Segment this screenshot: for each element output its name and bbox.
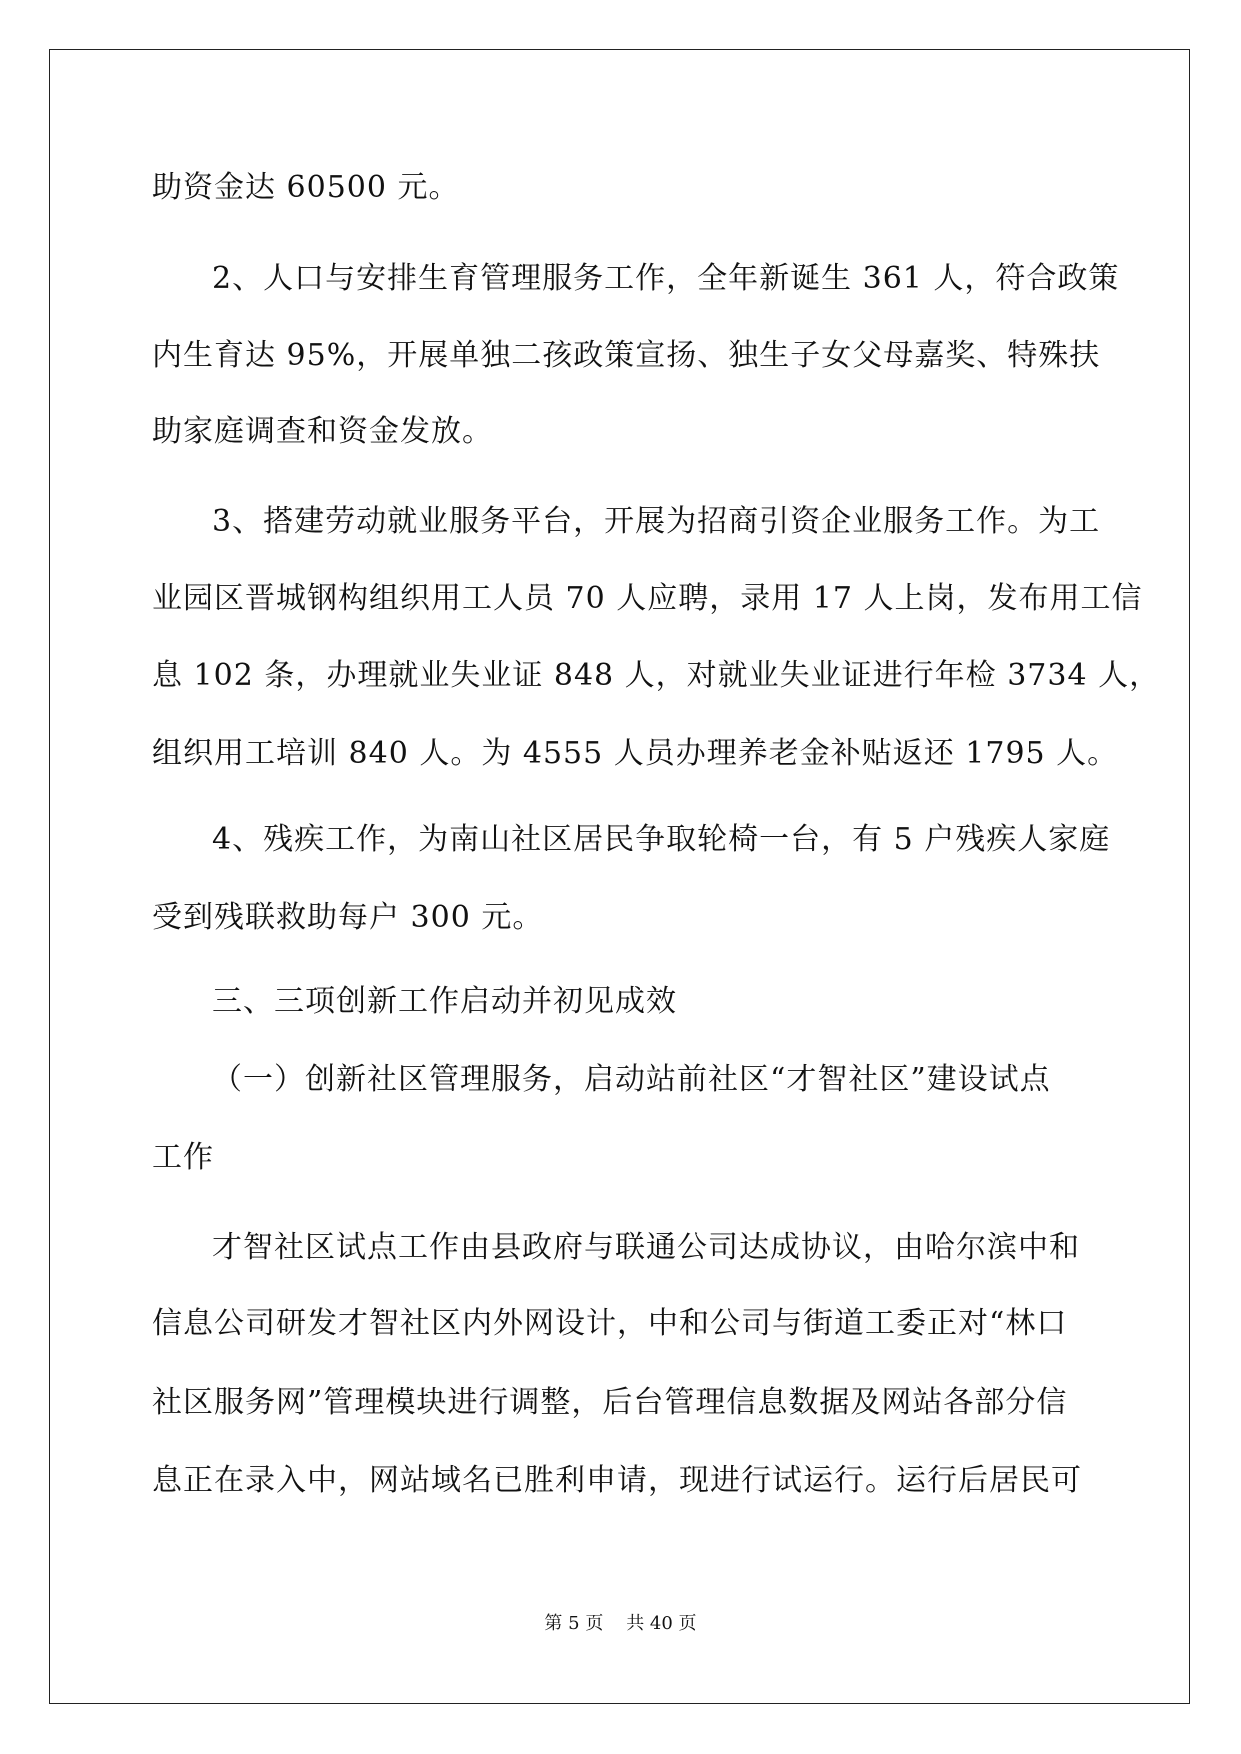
body-line-4: 助家庭调查和资金发放。 bbox=[152, 414, 493, 449]
body-line-8: 组织用工培训 840 人。为 4555 人员办理养老金补贴返还 1795 人。 bbox=[152, 736, 1119, 771]
subsection-heading-line-2: 工作 bbox=[152, 1140, 214, 1175]
body-line-14: 息正在录入中，网站域名已胜利申请，现进行试运行。运行后居民可 bbox=[152, 1463, 1082, 1498]
body-line-9: 4、残疾工作，为南山社区居民争取轮椅一台，有 5 户残疾人家庭 bbox=[212, 822, 1111, 857]
body-line-3: 内生育达 95%，开展单独二孩政策宣扬、独生子女父母嘉奖、特殊扶 bbox=[152, 338, 1101, 373]
section-heading: 三、三项创新工作启动并初见成效 bbox=[212, 984, 677, 1019]
subsection-heading-line-1: （一）创新社区管理服务，启动站前社区“才智社区”建设试点 bbox=[212, 1062, 1051, 1097]
body-line-11: 才智社区试点工作由县政府与联通公司达成协议，由哈尔滨中和 bbox=[212, 1230, 1080, 1265]
body-line-6: 业园区晋城钢构组织用工人员 70 人应聘，录用 17 人上岗，发布用工信 bbox=[152, 581, 1143, 616]
body-line-13: 社区服务网”管理模块进行调整，后台管理信息数据及网站各部分信 bbox=[152, 1385, 1068, 1420]
body-line-10: 受到残联救助每户 300 元。 bbox=[152, 900, 544, 935]
body-line-2: 2、人口与安排生育管理服务工作，全年新诞生 361 人，符合政策 bbox=[212, 261, 1120, 296]
page-number-footer: 第 5 页 共 40 页 bbox=[544, 1613, 697, 1634]
body-line-7: 息 102 条，办理就业失业证 848 人，对就业失业证进行年检 3734 人， bbox=[152, 658, 1161, 693]
body-line-5: 3、搭建劳动就业服务平台，开展为招商引资企业服务工作。为工 bbox=[212, 504, 1101, 539]
body-line-12: 信息公司研发才智社区内外网设计，中和公司与街道工委正对“林口 bbox=[152, 1306, 1068, 1341]
body-line-1: 助资金达 60500 元。 bbox=[152, 170, 460, 205]
